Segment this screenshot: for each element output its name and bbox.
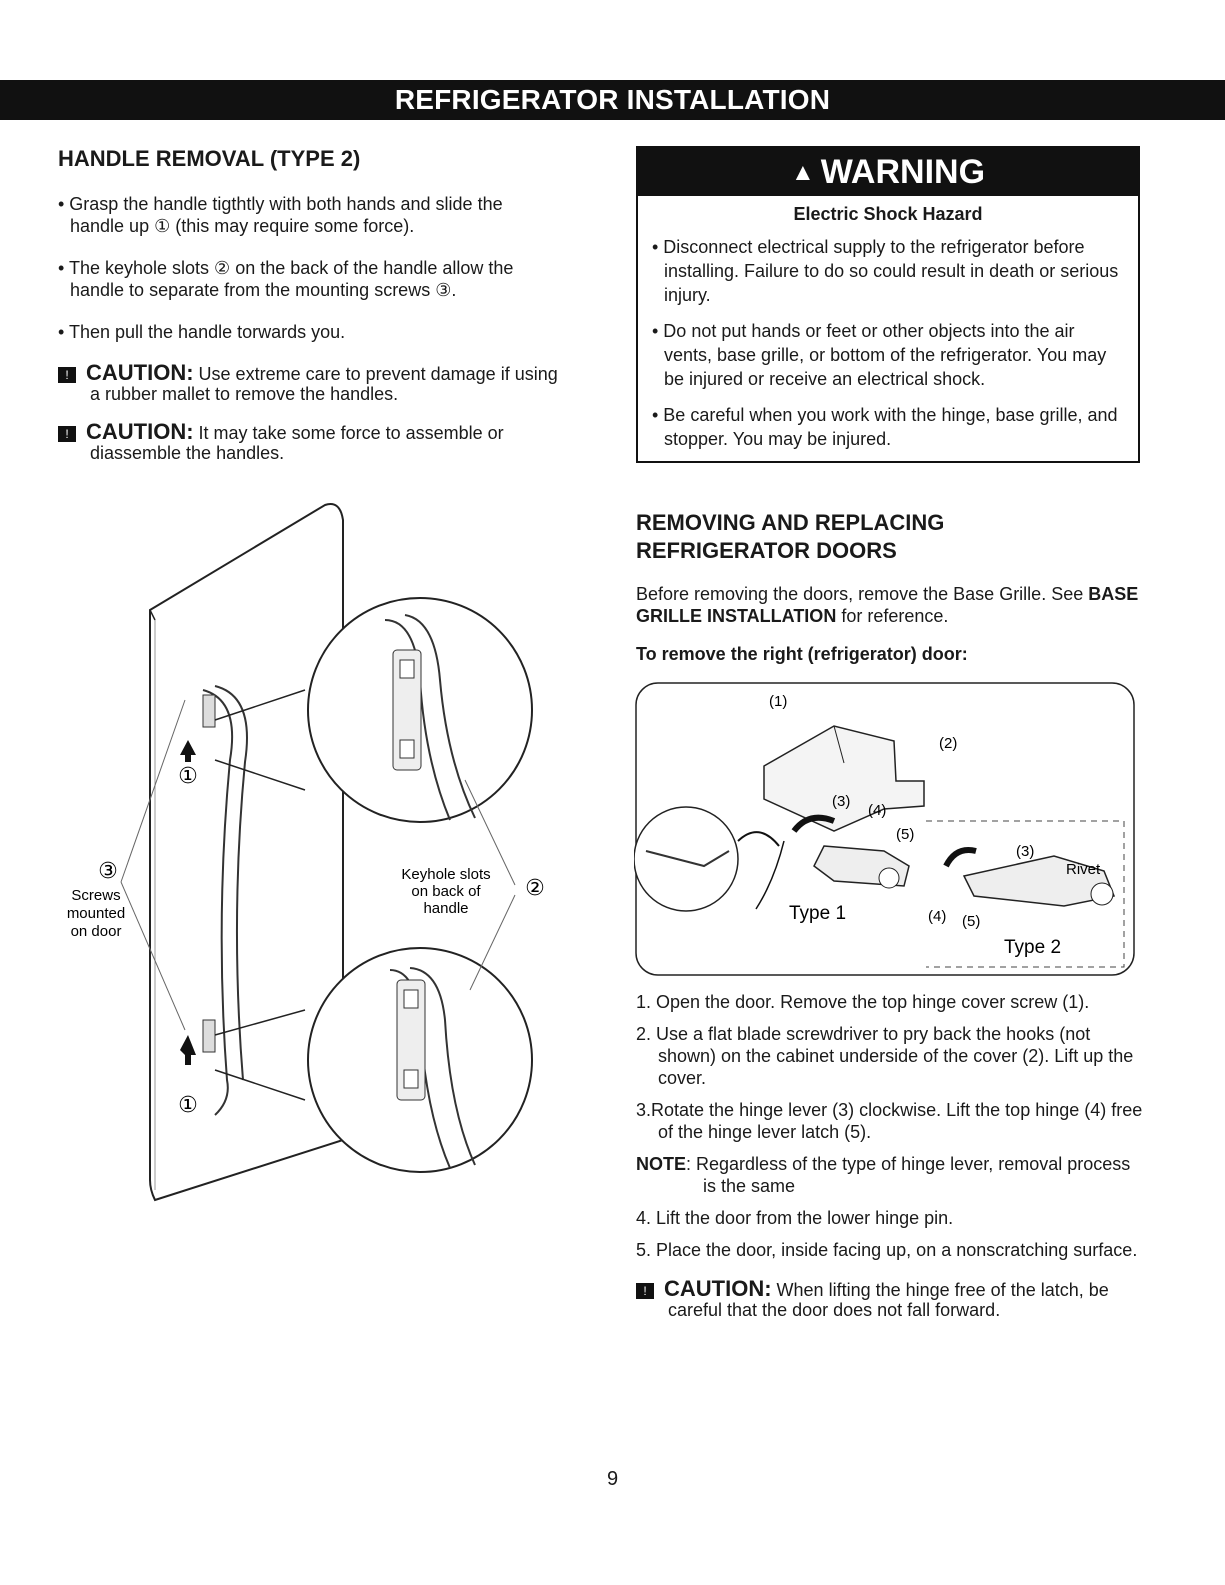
screws-label-2: mounted <box>66 905 126 922</box>
caution-lifting: ! CAUTION: When lifting the hinge free of the latch, be careful that the door does not fall forward. <box>636 1279 1148 1320</box>
left-column <box>58 145 558 481</box>
label-4: (4) <box>868 802 887 819</box>
warning-bullet-disconnect: • Disconnect electrical supply to the refrigerator before installing. Failure to do so could result in death or serious injury. <box>652 237 1119 305</box>
screws-label-3: on door <box>70 923 122 940</box>
warning-bullet-hinge: • Be careful when you work with the hinge, base grille, and stopper. You may be injured. <box>652 405 1118 449</box>
bullet-pull: • Then pull the handle torwards you. <box>58 322 346 342</box>
caution-mallet: ! CAUTION: Use extreme care to prevent damage if using a rubber mallet to remove the handles. <box>58 363 558 404</box>
warning-header: ▲ WARNING <box>638 148 1138 196</box>
page-banner: REFRIGERATOR INSTALLATION <box>0 80 1225 120</box>
label-1: (1) <box>769 693 788 710</box>
doors-intro: Before removing the doors, remove the Base Grille. See BASE GRILLE INSTALLATION for reference. <box>636 584 1139 626</box>
bullet-grasp: • Grasp the handle tigthtly with both hands and slide the handle up ① (this may require some force). <box>58 194 503 236</box>
step-2: 2. Use a flat blade screwdriver to pry back the hooks (not shown) on the cabinet underside of the cover (2). Lift up the cover. <box>636 1024 1134 1088</box>
num-1-bottom: ① <box>178 1092 198 1117</box>
handle-removal-figure <box>55 500 555 1210</box>
type2-label: Type 2 <box>1004 937 1062 958</box>
num-3: ③ <box>98 858 118 883</box>
type2-label-4: (4) <box>928 908 947 925</box>
num-1-top: ① <box>178 763 198 788</box>
page-number: 9 <box>606 1468 619 1490</box>
doors-title-line2: REFRIGERATOR DOORS <box>636 538 897 563</box>
num-2: ② <box>525 875 545 900</box>
step-4: 4. Lift the door from the lower hinge pin. <box>636 1208 954 1228</box>
doors-subhead: To remove the right (refrigerator) door: <box>636 644 968 664</box>
type2-label-3: (3) <box>1016 843 1035 860</box>
removal-steps-2 <box>636 1207 1148 1261</box>
label-5: (5) <box>896 826 915 843</box>
keyhole-label-2: on back of <box>411 883 481 900</box>
label-3: (3) <box>832 793 851 810</box>
screws-label-1: Screws <box>71 887 121 904</box>
bullet-keyhole: • The keyhole slots ② on the back of the handle allow the handle to separate from the mounting screws ③. <box>58 258 514 300</box>
caution-icon: ! <box>58 426 76 442</box>
note: NOTE: Regardless of the type of hinge lever, removal process is the same <box>636 1154 1131 1196</box>
type1-label: Type 1 <box>789 903 847 924</box>
doors-title-line1: REMOVING AND REPLACING <box>636 510 945 535</box>
keyhole-label-1: Keyhole slots <box>401 866 491 883</box>
warning-triangle-icon: ▲ <box>790 159 815 186</box>
type2-label-5: (5) <box>962 913 981 930</box>
step-1: 1. Open the door. Remove the top hinge cover screw (1). <box>636 992 1090 1012</box>
warning-box <box>636 146 1140 463</box>
right-column <box>636 146 1148 1338</box>
warning-subtitle: Electric Shock Hazard <box>793 204 983 224</box>
keyhole-label-3: handle <box>423 900 469 917</box>
caution-icon: ! <box>58 367 76 383</box>
caution-force: ! CAUTION: It may take some force to assemble or diassemble the handles. <box>58 422 558 463</box>
step-5: 5. Place the door, inside facing up, on a nonscratching surface. <box>636 1240 1138 1260</box>
removal-steps <box>636 991 1148 1143</box>
caution-icon: ! <box>636 1283 654 1299</box>
step-3: 3.Rotate the hinge lever (3) clockwise. Lift the top hinge (4) free of the hinge lever latch (5). <box>636 1100 1143 1142</box>
label-2: (2) <box>939 735 958 752</box>
warning-bullet-vents: • Do not put hands or feet or other objects into the air vents, base grille, or bottom of the refrigerator. You may be injured or receive an electrical shock. <box>652 321 1107 389</box>
hinge-figure <box>634 681 1139 981</box>
rivet-label: Rivet <box>1066 861 1101 878</box>
handle-removal-title: HANDLE REMOVAL (TYPE 2) <box>58 146 361 171</box>
